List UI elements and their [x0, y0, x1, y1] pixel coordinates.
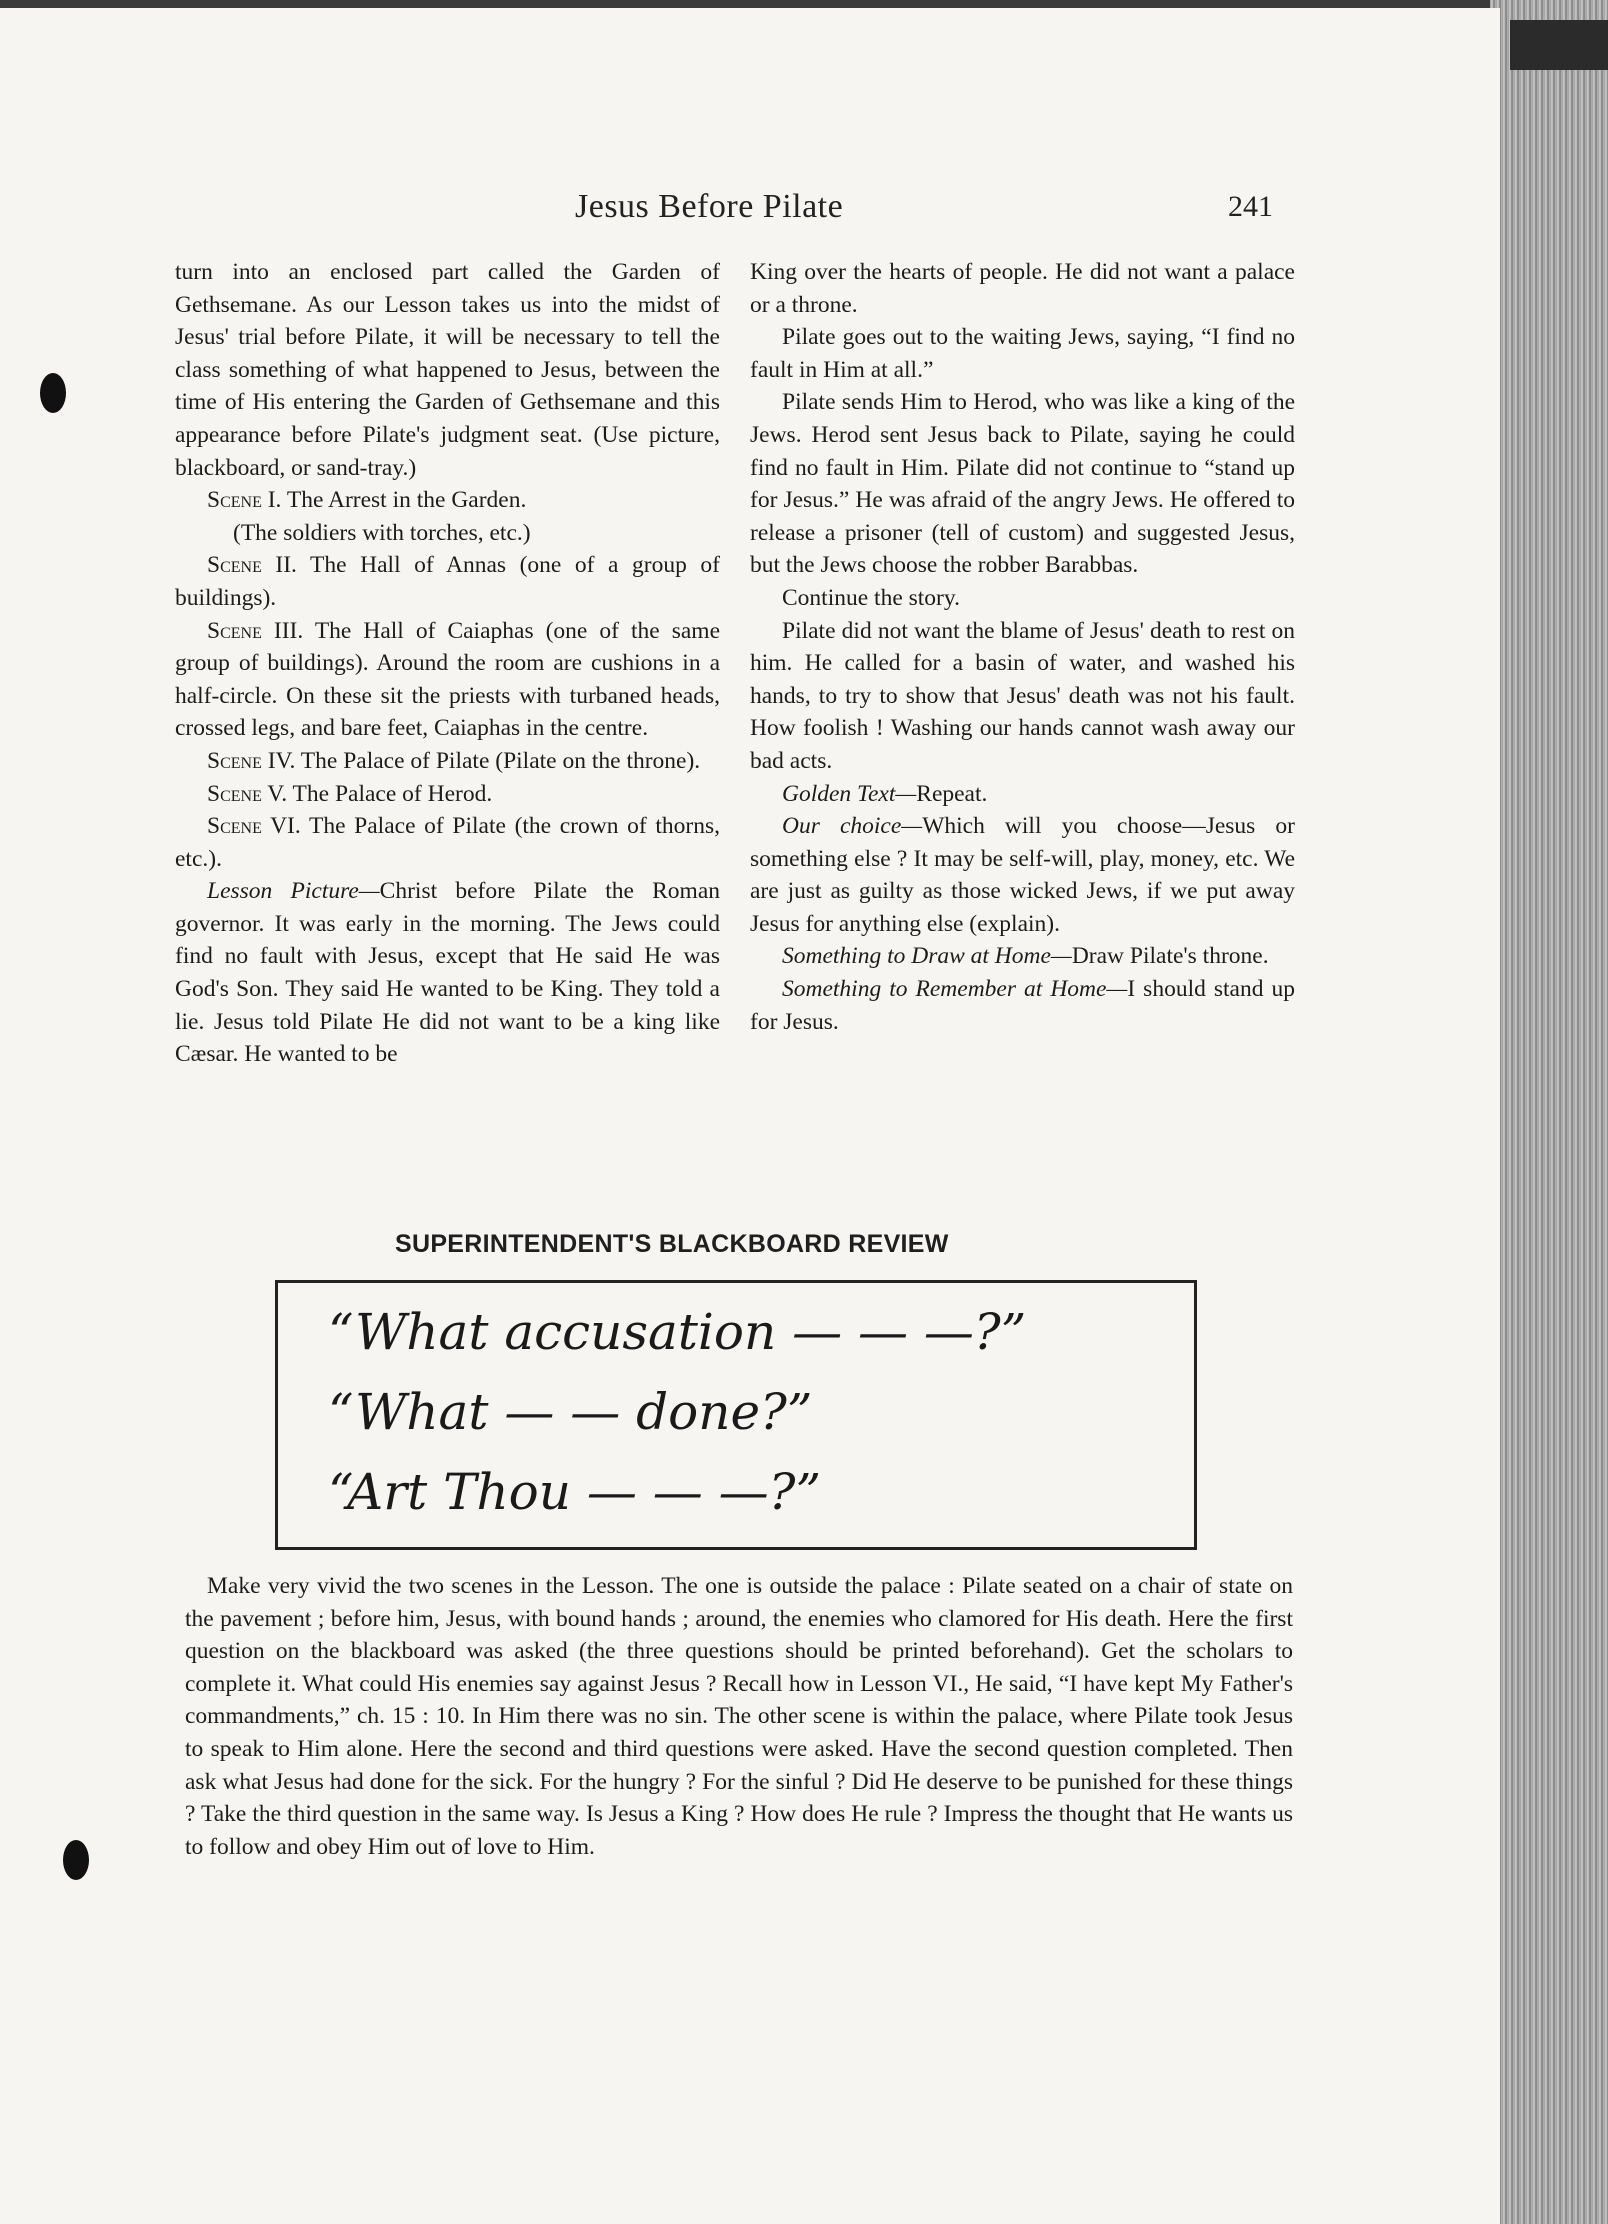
scene-label: Scene — [207, 747, 262, 774]
binding-hole — [63, 1840, 89, 1880]
left-column — [175, 256, 720, 1071]
page-number: 241 — [1228, 190, 1273, 223]
scene-line: Scene VI. The Palace of Pilate (the crown of thorns, etc.). — [175, 813, 720, 872]
paragraph — [750, 973, 1295, 1038]
paragraph — [750, 778, 1295, 811]
paragraph: Continue the story. — [782, 584, 960, 611]
scene-label: Scene — [207, 487, 262, 514]
golden-text-value: Repeat. — [916, 780, 988, 807]
paragraph: Pilate sends Him to Herod, who was like a king of the Jews. Herod sent Jesus back to Pilate, saying he could find no fault in Him. Pilate did not continue to “stand up for Jesus.” He was afraid of the angry Jews. He offered to release a prisoner (tell of custom) and suggested Jesus, but the Jews choose the robber Barabbas. — [750, 389, 1295, 579]
scene-label: Scene — [207, 617, 262, 644]
paragraph: Make very vivid the two scenes in the Lesson. The one is outside the palace : Pilate seated on a chair of state on the pavement ; before him, Jesus, with bound hands ; around, the enemies who clamored for His death. Here the first question on the blackboard was asked (the three questions should be printed beforehand). Get the scholars to complete it. What could His enemies say against Jesus ? Recall how in Lesson VI., He said, “I have kept My Father's commandments,” ch. 15 : 10. In Him there was no sin. The other scene is within the palace, where Pilate took Jesus to speak to Him alone. Here the second and third questions were asked. Have the second question completed. Then ask what Jesus had done for the sick. For the hungry ? For the sinful ? Did He deserve to be punished for these things ? Take the third question in the same way. Is Jesus a King ? How does He rule ? Impress the thought that He wants us to follow and obey Him out of love to Him. — [185, 1573, 1293, 1860]
right-column — [750, 256, 1295, 1038]
blackboard-box — [275, 1280, 1197, 1550]
lesson-picture-text: Christ before Pilate the Roman governor. It was early in the morning. The Jews could find no fault with Jesus, except that He said He was God's Son. They said He wanted to be King. They told a lie. Jesus told Pilate He did not want to be a king like Cæsar. He wanted to be — [175, 878, 720, 1068]
page-title: Jesus Before Pilate — [575, 188, 844, 225]
scene-line: Scene V. The Palace of Herod. — [207, 780, 493, 807]
paragraph — [750, 940, 1295, 973]
scene-line: Scene III. The Hall of Caiaphas (one of the same group of buildings). Around the room are cushions in a half-circle. On these sit the priests with turbaned heads, crossed legs, and bare feet, Caiaphas in the centre. — [175, 617, 720, 742]
scene-line: Scene IV. The Palace of Pilate (Pilate on the throne). — [207, 747, 701, 774]
draw-at-home-label: Something to Draw at Home— — [782, 943, 1072, 970]
running-head — [0, 188, 1500, 238]
paragraph — [175, 875, 720, 1071]
scene-label: Scene — [207, 813, 262, 840]
paragraph: King over the hearts of people. He did not want a palace or a throne. — [750, 259, 1295, 318]
scene-line: Scene II. The Hall of Annas (one of a group of buildings). — [175, 552, 720, 611]
review-text — [185, 1570, 1293, 1863]
paragraph: turn into an enclosed part called the Garden of Gethsemane. As our Lesson takes us into the midst of Jesus' trial before Pilate, it will be necessary to tell the class something of what happened to Jesus, between the time of His entering the Garden of Gethsemane and this appearance before Pilate's judgment seat. (Use picture, blackboard, or sand-tray.) — [175, 259, 720, 481]
draw-at-home-text: Draw Pilate's throne. — [1071, 943, 1269, 970]
book-page — [0, 8, 1500, 2224]
our-choice-label: Our choice— — [782, 813, 923, 840]
blackboard-question: “Art Thou — — —?” — [328, 1463, 822, 1521]
scene-label: Scene — [207, 552, 262, 579]
our-choice-text: Which will you choose—Jesus or something else ? It may be self-will, play, money, etc. We are just as guilty as those wicked Jews, if we put away Jesus for anything else (explain). — [750, 813, 1295, 937]
scene-label: Scene — [207, 780, 262, 807]
remember-at-home-label: Something to Remember at Home— — [782, 976, 1128, 1003]
remember-at-home-text: I should stand up for Jesus. — [750, 976, 1295, 1035]
binding-hole — [40, 373, 66, 413]
blackboard-question: “What — — done?” — [328, 1383, 813, 1441]
scene-note: (The soldiers with torches, etc.) — [233, 519, 531, 546]
paragraph: Pilate goes out to the waiting Jews, saying, “I find no fault in Him at all.” — [750, 324, 1295, 383]
blackboard-question: “What accusation — — —?” — [328, 1303, 1027, 1361]
book-page-edges — [1490, 0, 1608, 2224]
paragraph — [750, 810, 1295, 940]
golden-text-label: Golden Text— — [782, 780, 917, 807]
paragraph: Pilate did not want the blame of Jesus' death to rest on him. He called for a basin of water, and washed his hands, to try to show that Jesus' death was not his fault. How foolish ! Washing our hands cannot wash away our bad acts. — [750, 617, 1295, 774]
book-cover-edge — [1510, 20, 1608, 70]
scene-line: Scene I. The Arrest in the Garden. — [207, 487, 527, 514]
section-heading: SUPERINTENDENT'S BLACKBOARD REVIEW — [395, 1230, 949, 1258]
lesson-picture-label: Lesson Picture— — [207, 878, 380, 905]
